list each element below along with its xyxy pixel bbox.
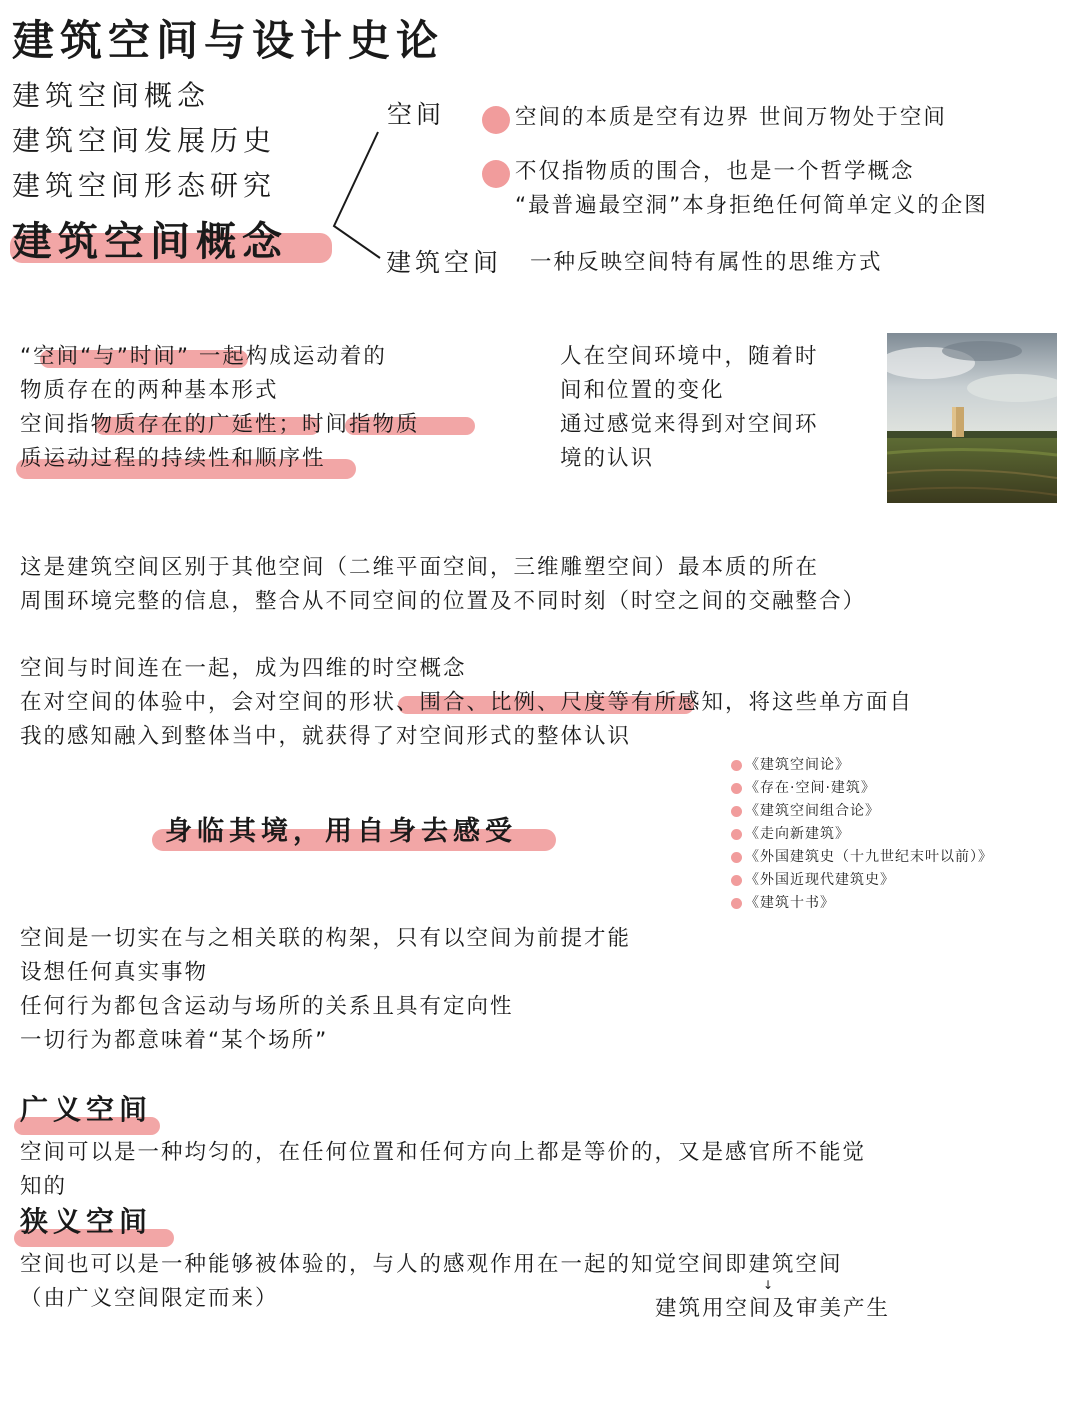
space-point-2: 不仅指物质的围合，也是一个哲学概念 <box>515 159 915 184</box>
broad-space-line-2: 知的 <box>20 1174 68 1199</box>
perception-line-1: 空间与时间连在一起，成为四维的时空概念 <box>20 656 467 681</box>
perception-line-3: 我的感知融入到整体当中，就获得了对空间形式的整体认识 <box>20 724 632 749</box>
menu-item-morphology: 建筑空间形态研究 <box>12 169 277 202</box>
menu-item-history: 建筑空间发展历史 <box>12 124 277 157</box>
menu-item-concept: 建筑空间概念 <box>12 79 211 112</box>
framework-line-4: 一切行为都意味着“某个场所” <box>20 1028 329 1053</box>
space-point-1: 空间的本质是空有边界 世间万物处于空间 <box>515 105 947 130</box>
reference-item: 《建筑十书》 <box>745 895 835 911</box>
reference-item: 《外国近现代建筑史》 <box>745 872 895 888</box>
bullet-dot-icon <box>731 875 742 886</box>
space-time-line-3: 空间指物质存在的广延性；时间指物质 <box>20 412 420 437</box>
framework-line-2: 设想任何真实事物 <box>20 960 209 985</box>
essence-line-2: 周围环境完整的信息，整合从不同空间的位置及不同时刻（时空之间的交融整合） <box>20 589 867 614</box>
environment-line-1: 人在空间环境中，随着时 <box>560 344 819 369</box>
mindmap-bracket <box>330 128 384 264</box>
space-time-line-4: 质运动过程的持续性和顺序性 <box>20 446 326 471</box>
space-quote: “最普遍最空洞”本身拒绝任何简单定义的企图 <box>515 193 988 218</box>
bullet-dot-icon <box>482 106 510 134</box>
narrow-space-heading: 狭义空间 <box>20 1205 153 1238</box>
narrow-space-note: 建筑用空间及审美产生 <box>655 1296 891 1321</box>
bullet-dot-icon <box>731 783 742 794</box>
slogan: 身临其境，用自身去感受 <box>165 816 517 847</box>
reference-item: 《建筑空间论》 <box>745 757 850 773</box>
branch-space-label: 空间 <box>387 100 446 129</box>
reference-item: 《走向新建筑》 <box>745 826 850 842</box>
essence-line-1: 这是建筑空间区别于其他空间（二维平面空间，三维雕塑空间）最本质的所在 <box>20 555 820 580</box>
current-topic-heading: 建筑空间概念 <box>12 219 288 265</box>
bullet-dot-icon <box>731 852 742 863</box>
space-time-line-2: 物质存在的两种基本形式 <box>20 378 279 403</box>
bullet-dot-icon <box>731 829 742 840</box>
reference-item: 《存在·空间·建筑》 <box>745 780 876 796</box>
tower-field-photo <box>887 333 1057 503</box>
narrow-space-line-2: （由广义空间限定而来） <box>20 1286 279 1311</box>
branch-arch-space-label: 建筑空间 <box>386 248 503 277</box>
broad-space-heading: 广义空间 <box>20 1093 153 1126</box>
broad-space-line-1: 空间可以是一种均匀的，在任何位置和任何方向上都是等价的，又是感官所不能觉 <box>20 1140 867 1165</box>
caret-mark-icon: ↓ <box>763 1278 776 1292</box>
bullet-dot-icon <box>731 806 742 817</box>
framework-line-1: 空间是一切实在与之相关联的构架，只有以空间为前提才能 <box>20 926 632 951</box>
page-title: 建筑空间与设计史论 <box>12 16 445 65</box>
bullet-dot-icon <box>731 898 742 909</box>
reference-item: 《建筑空间组合论》 <box>745 803 880 819</box>
space-time-line-1: “空间“与”时间” 一起构成运动着的 <box>20 344 387 369</box>
narrow-space-line-1: 空间也可以是一种能够被体验的，与人的感观作用在一起的知觉空间即建筑空间 <box>20 1252 843 1277</box>
reference-item: 《外国建筑史（十九世纪末叶以前）》 <box>745 849 993 865</box>
environment-line-4: 境的认识 <box>560 446 655 471</box>
perception-line-2: 在对空间的体验中，会对空间的形状、围合、比例、尺度等有所感知，将这些单方面自 <box>20 690 914 715</box>
arch-space-description: 一种反映空间特有属性的思维方式 <box>530 250 883 275</box>
environment-line-2: 间和位置的变化 <box>560 378 725 403</box>
bullet-dot-icon <box>482 160 510 188</box>
environment-line-3: 通过感觉来得到对空间环 <box>560 412 819 437</box>
framework-line-3: 任何行为都包含运动与场所的关系且具有定向性 <box>20 994 514 1019</box>
bullet-dot-icon <box>731 760 742 771</box>
